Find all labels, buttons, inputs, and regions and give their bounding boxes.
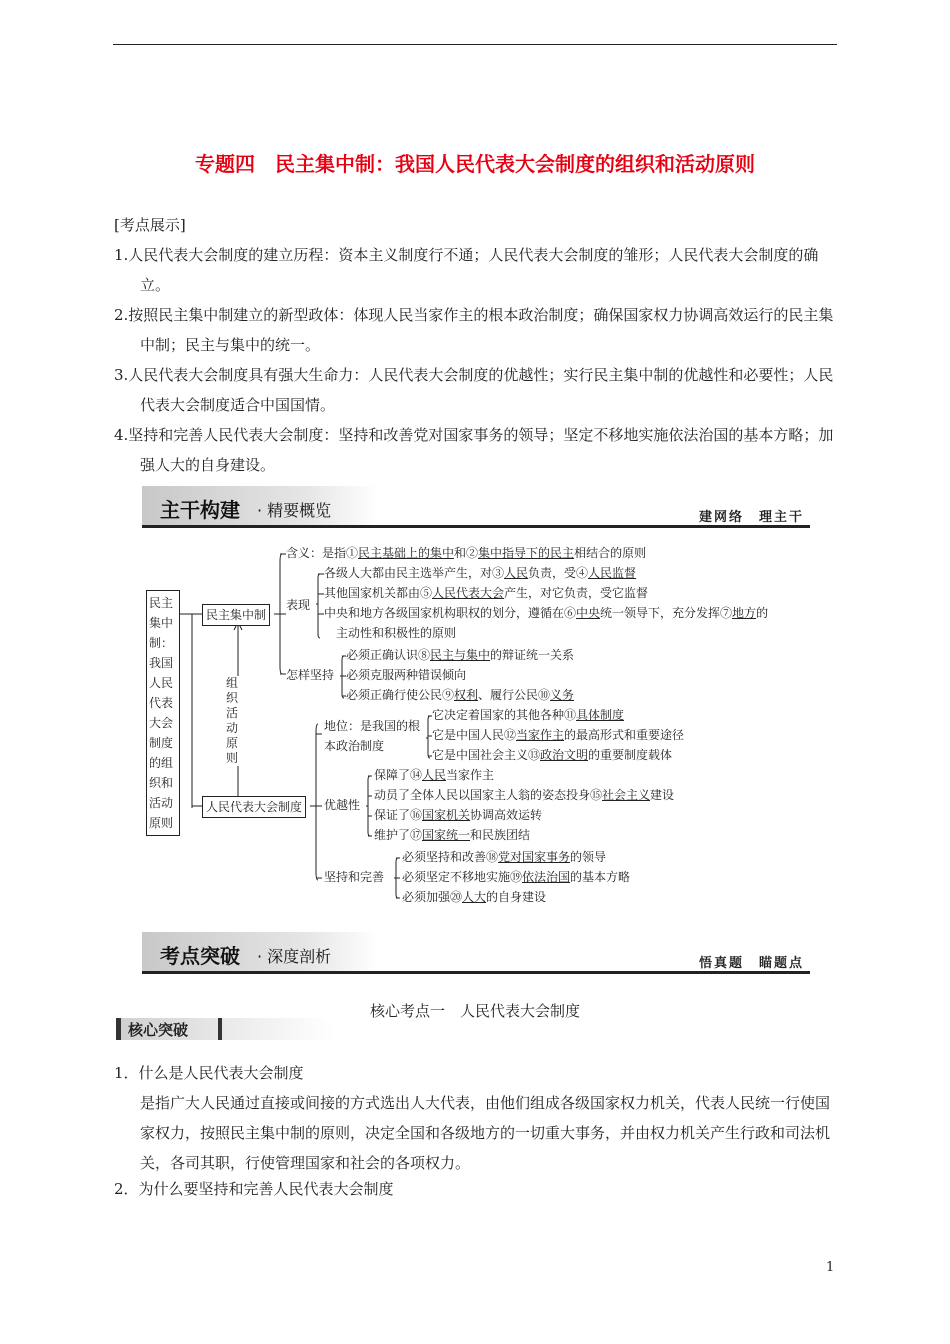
kernel-bar-left (116, 1018, 121, 1040)
band-rule (142, 525, 810, 528)
page-title: 专题四 民主集中制：我国人民代表大会制度的组织和活动原则 (195, 152, 755, 176)
youyue-line: 保障了⑭人民当家作主 (374, 768, 495, 782)
band-main-title: 考点突破 (160, 944, 240, 968)
core-point-title: 核心考点一 人民代表大会制度 (369, 1002, 580, 1020)
biaoxian-tail: 主动性和积极性的原则 (336, 626, 457, 640)
mind-map-root: 民主集中制：我国人民代表大会制度的组织和活动原则 (146, 590, 180, 836)
zenyang-line: 必须正确认识⑧民主与集中的辩证统一关系 (346, 648, 575, 662)
exam-item: 4.坚持和完善人民代表大会制度：坚持和改善党对国家事务的领导；坚定不移地实施依法治国的基本方略；加强人大的自身建设。 (114, 426, 834, 474)
biaoxian-label: 表现 (286, 598, 311, 612)
jianchi-line: 必须加强⑳人大的自身建设 (402, 890, 547, 904)
band-rule (142, 971, 810, 974)
q1: 1．什么是人民代表大会制度 (114, 1064, 304, 1082)
youyue-line: 保证了⑯国家机关协调高效运转 (374, 808, 543, 822)
jianchi-line: 必须坚定不移地实施⑲依法治国的基本方略 (402, 870, 631, 884)
header-rule (113, 44, 837, 45)
kernel-label: 核心突破 (128, 1021, 189, 1039)
exam-section (114, 210, 838, 480)
exam-item: 3.人民代表大会制度具有强大生命力：人民代表大会制度的优越性；实行民主集中制的优越性和必要性；人民代表大会制度适合中国国情。 (114, 366, 834, 414)
kernel-label-box (116, 1018, 334, 1040)
band-slogan: 建网络 理主干 (698, 510, 804, 525)
exam-section-label: [考点展示] (114, 216, 186, 234)
section-band-analysis (142, 932, 810, 974)
zenyang-line: 必须克服两种错误倾向 (346, 668, 467, 682)
vertical-label: 组织活动原则 (226, 676, 239, 765)
hanyi-line: 含义：是指①民主基础上的集中和②集中指导下的民主相结合的原则 (286, 546, 647, 560)
zenyang-line: 必须正确行使公民⑨权利、履行公民⑩义务 (346, 688, 575, 702)
biaoxian-line: 其他国家机关都由⑤人民代表大会产生，对它负责，受它监督 (324, 586, 649, 600)
band-subtitle: · 精要概览 (257, 501, 332, 520)
jianchi-label: 坚持和完善 (324, 870, 385, 884)
jianchi-line: 必须坚持和改善⑱党对国家事务的领导 (402, 850, 607, 864)
youyue-line: 维护了⑰国家统一和民族团结 (374, 828, 531, 842)
exam-item: 1.人民代表大会制度的建立历程：资本主义制度行不通；人民代表大会制度的雏形；人民代表大会制度的确立。 (114, 246, 819, 294)
section-band-overview (142, 486, 810, 528)
page-number: 1 (826, 1260, 835, 1275)
a1: 是指广大人民通过直接或间接的方式选出人大代表，由他们组成各级国家权力机关，代表人民统一行使国家权力，按照民主集中制的原则，决定全国和各级地方的一切重大事务，并由权力机关产生行政和司法机关，各司其职，行使管理国家和社会的各项权力。 (140, 1094, 831, 1172)
diwei-line: 它决定着国家的其他各种⑪具体制度 (432, 708, 625, 722)
q2: 2．为什么要坚持和完善人民代表大会制度 (114, 1180, 394, 1198)
mind-map (140, 538, 820, 908)
biaoxian-line: 中央和地方各级国家机构职权的划分，遵循在⑥中央统一领导下，充分发挥⑦地方的 (324, 606, 769, 620)
diwei-line: 它是中国社会主义⑬政治文明的重要制度载体 (432, 748, 673, 762)
diwei-line: 它是中国人民⑫当家作主的最高形式和重要途径 (432, 728, 685, 742)
band-slogan: 悟真题 瞄题点 (698, 956, 804, 971)
diwei-label: 地位：是我国的根本政治制度 (324, 719, 421, 753)
exam-item: 2.按照民主集中制建立的新型政体：体现人民当家作主的根本政治制度；确保国家权力协调高效运行的民主集中制；民主与集中的统一。 (114, 306, 834, 354)
kernel-bar-right (218, 1018, 222, 1040)
band-main-title: 主干构建 (160, 498, 240, 522)
branch1-node: 民主集中制 (202, 604, 270, 626)
branch2-node: 人民代表大会制度 (202, 796, 306, 818)
youyue-label: 优越性 (324, 798, 361, 812)
band-subtitle: · 深度剖析 (257, 947, 332, 966)
youyue-line: 动员了全体人民以国家主人翁的姿态投身⑮社会主义建设 (374, 788, 675, 802)
biaoxian-line: 各级人大都由民主选举产生，对③人民负责，受④人民监督 (324, 566, 637, 580)
zenyang-label: 怎样坚持 (286, 668, 335, 682)
